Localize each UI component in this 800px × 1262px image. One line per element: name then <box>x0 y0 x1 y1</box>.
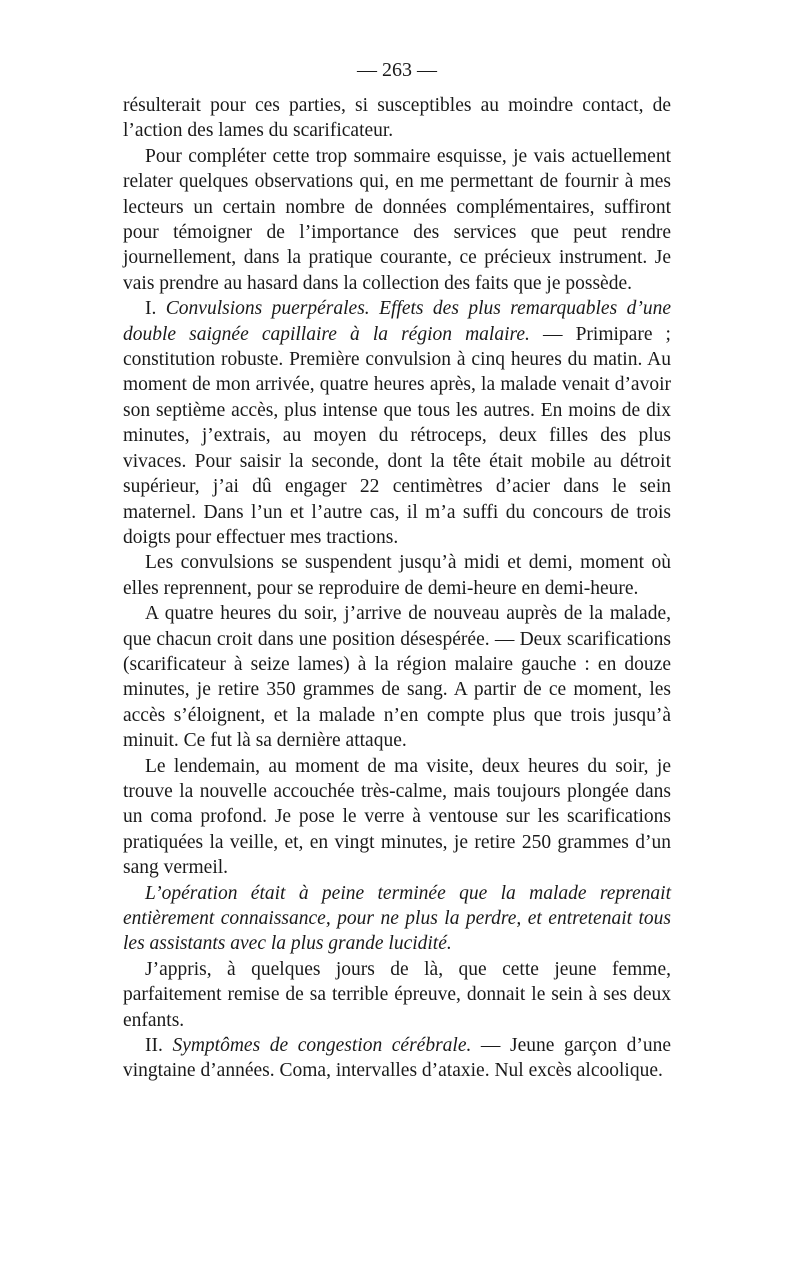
paragraph-next-day <box>123 754 671 881</box>
paragraph-text: A quatre heures du soir, j’arrive de nouveau auprès de la malade, que chacun croit dans une position désespérée. — Deux scarifications (scarificateur à seize lames) à la région malaire gauche : en douze minutes, je retire 350 grammes de sang. A partir de ce moment, les accès s’éloignent, et la malade n’en compte plus que trois jusqu’à minuit. Ce fut là sa dernière attaque. <box>123 603 671 752</box>
paragraph-text: résulterait pour ces parties, si susceptibles au moindre contact, de l’action des lames du scarificateur. <box>123 95 671 142</box>
observation-1-heading-paragraph <box>123 296 671 550</box>
paragraph-text: — Primipare ; constitution robuste. Première convulsion à cinq heures du matin. Au moment de mon arrivée, quatre heures après, la malade venait d’avoir son septième accès, plus intense que tous les autres. En moins de dix minutes, j’extrais, au moyen du rétroceps, deux filles des plus vivaces. Pour saisir la seconde, dont la tête était mobile au détroit supérieur, j’ai dû engager 22 centimètres d’acier dans le sein maternel. Dans l’un et l’autre cas, il m’a suffi du concours de trois doigts pour effectuer mes tractions. <box>123 323 671 548</box>
paragraph-text: Pour compléter cette trop sommaire esquisse, je vais actuellement relater quelques observations qui, en me permettant de fournir à mes lecteurs un certain nombre de données complémentaires, suffiront pour témoigner de l’importance des services que peut rendre journellement, dans la pratique courante, ce précieux instrument. Je vais prendre au hasard dans la collection des faits que je possède. <box>123 145 671 294</box>
paragraph-scarifications <box>123 601 671 753</box>
paragraph-convulsions <box>123 550 671 601</box>
observation-title: Symptômes de congestion cérébrale. <box>172 1035 472 1057</box>
observation-title: Convulsions puerpérales. Effets des plus remarquables d’une double saignée capillaire à la région malaire. <box>123 298 671 345</box>
observation-number: I. <box>145 298 166 320</box>
paragraph-text: — Jeune garçon d’une vingtaine d’années. Coma, intervalles d’ataxie. Nul excès alcoolique. <box>123 1035 671 1082</box>
observation-number: II. <box>145 1035 173 1057</box>
book-page <box>123 58 671 1084</box>
paragraph-italic-text: L’opération était à peine terminée que la malade reprenait entièrement connaissance, pour ne plus la perdre, et entretenait tous les assistants avec la plus grande lucidité. <box>123 882 671 955</box>
paragraph-text: Le lendemain, au moment de ma visite, deux heures du soir, je trouve la nouvelle accouchée très-calme, mais toujours plongée dans un coma profond. Je pose le verre à ventouse sur les scarifications pratiquées la veille, et, en vingt minutes, je retire 250 grammes d’un sang vermeil. <box>123 755 671 879</box>
paragraph-continuation <box>123 93 671 144</box>
paragraph-text: Les convulsions se suspendent jusqu’à midi et demi, moment où elles reprennent, pour se reproduire de demi-heure en demi-heure. <box>123 552 671 599</box>
paragraph-text: J’appris, à quelques jours de là, que cette jeune femme, parfaitement remise de sa terrible épreuve, donnait le sein à ses deux enfants. <box>123 958 671 1031</box>
paragraph-italic-result <box>123 881 671 957</box>
observation-2-heading-paragraph <box>123 1033 671 1084</box>
paragraph-intro <box>123 144 671 296</box>
paragraph-outcome <box>123 957 671 1033</box>
page-number: — 263 — <box>357 59 437 81</box>
